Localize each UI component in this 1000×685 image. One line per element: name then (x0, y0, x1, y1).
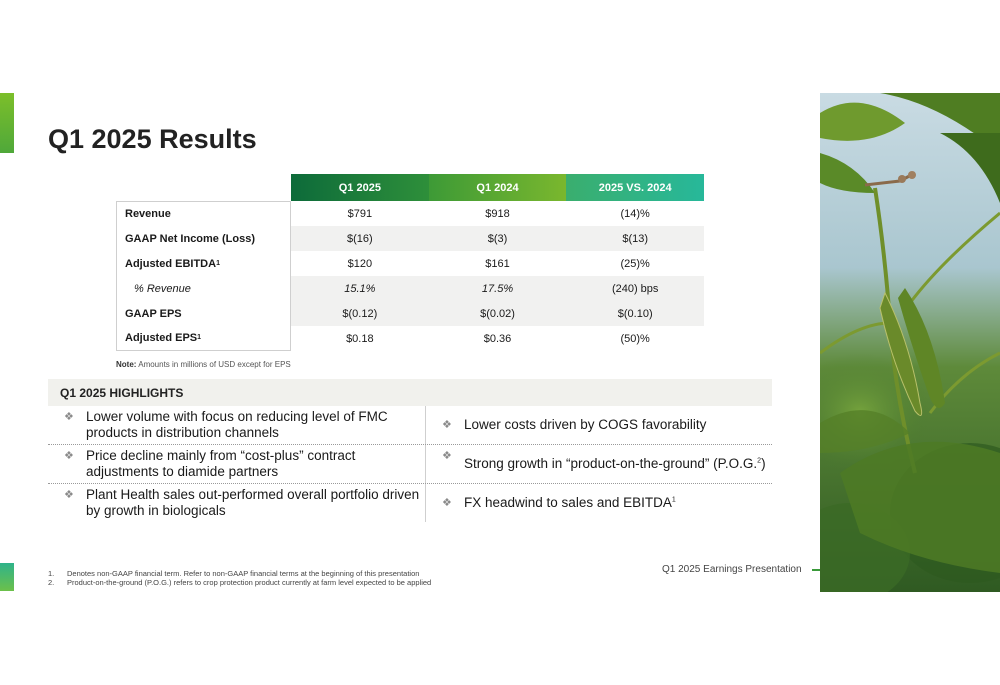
table-note: Note: Amounts in millions of USD except for EPS (116, 360, 291, 369)
table-cell: $(3) (487, 232, 508, 245)
four-diamond-bullet-icon: ❖ (442, 419, 452, 431)
table-cell: $0.36 (483, 332, 512, 345)
highlights-header: Q1 2025 HIGHLIGHTS (48, 379, 772, 406)
four-diamond-bullet-icon: ❖ (442, 497, 452, 509)
table-cell: $161 (485, 257, 510, 270)
four-diamond-bullet-icon: ❖ (64, 489, 74, 501)
footnotes (48, 569, 431, 587)
table-row (116, 226, 704, 251)
table-cell: (50)% (620, 332, 650, 345)
table-cell: $120 (347, 257, 373, 270)
table-cell: (14)% (620, 207, 650, 220)
accent-bar-bottom (0, 563, 14, 591)
results-table-header (291, 174, 704, 201)
table-cell: (240) bps (611, 282, 659, 295)
table-cell: $(0.02) (480, 307, 515, 320)
row-label: Adjusted EBITDA 1 (116, 251, 291, 276)
column-header-q1-2024: Q1 2024 (429, 174, 567, 201)
footnote: 1. Denotes non-GAAP financial term. Refer to non-GAAP financial terms at the beginning of this presentation (48, 569, 420, 578)
presentation-name: Q1 2025 Earnings Presentation (662, 564, 802, 575)
highlights-grid (48, 406, 772, 522)
highlight-item: ❖ Plant Health sales out-performed overall portfolio driven by growth in biologicals (48, 484, 426, 522)
four-diamond-bullet-icon: ❖ (64, 411, 74, 423)
footnote-marker: 2 (757, 457, 762, 465)
accent-bar-top (0, 93, 14, 153)
row-label: Revenue (116, 201, 291, 226)
footnote-marker: 1 (671, 496, 676, 504)
table-cell: 17.5% (481, 282, 514, 295)
soybean-plant-photo (820, 93, 1000, 592)
table-cell: $(0.12) (342, 307, 378, 320)
results-table (116, 174, 704, 351)
highlight-item: ❖ Lower costs driven by COGS favorability (442, 417, 707, 432)
column-header-variance: 2025 VS. 2024 (566, 174, 704, 201)
row-label: Adjusted EPS 1 (116, 326, 291, 351)
highlight-item: ❖ FX headwind to sales and EBITDA$^1$ (442, 495, 676, 510)
highlight-item: ❖ Price decline mainly from “cost-plus” contract adjustments to diamide partners (48, 445, 426, 483)
table-row (116, 301, 704, 326)
table-cell: $(16) (346, 232, 373, 245)
row-label: GAAP Net Income (Loss) (116, 226, 291, 251)
row-label: GAAP EPS (116, 301, 291, 326)
highlight-item: ❖ Strong growth in “product-on-the-ground” (P.O.G.$^2$) (442, 450, 766, 471)
table-row (116, 201, 704, 226)
column-header-q1-2025: Q1 2025 (291, 174, 429, 201)
table-row (116, 251, 704, 276)
table-cell: (25)% (620, 257, 650, 270)
table-cell: $(13) (622, 232, 649, 245)
table-cell: $791 (347, 207, 373, 220)
page-title: Q1 2025 Results (48, 124, 257, 154)
table-cell: $(0.10) (617, 307, 653, 320)
table-cell: 15.1% (344, 282, 376, 295)
highlight-row (48, 483, 772, 522)
table-cell: $0.18 (346, 332, 374, 345)
highlight-item: ❖ Lower volume with focus on reducing level of FMC products in distribution channels (48, 406, 426, 444)
four-diamond-bullet-icon: ❖ (442, 450, 452, 462)
highlight-row (48, 406, 772, 444)
four-diamond-bullet-icon: ❖ (64, 450, 74, 462)
highlight-row (48, 444, 772, 483)
table-cell: $918 (485, 207, 510, 220)
row-label: % Revenue (116, 276, 291, 301)
footnote: 2. Product-on-the-ground (P.O.G.) refers to crop protection product currently at farm level expected to be applied (48, 578, 432, 587)
table-row (116, 276, 704, 301)
table-row (116, 326, 704, 351)
